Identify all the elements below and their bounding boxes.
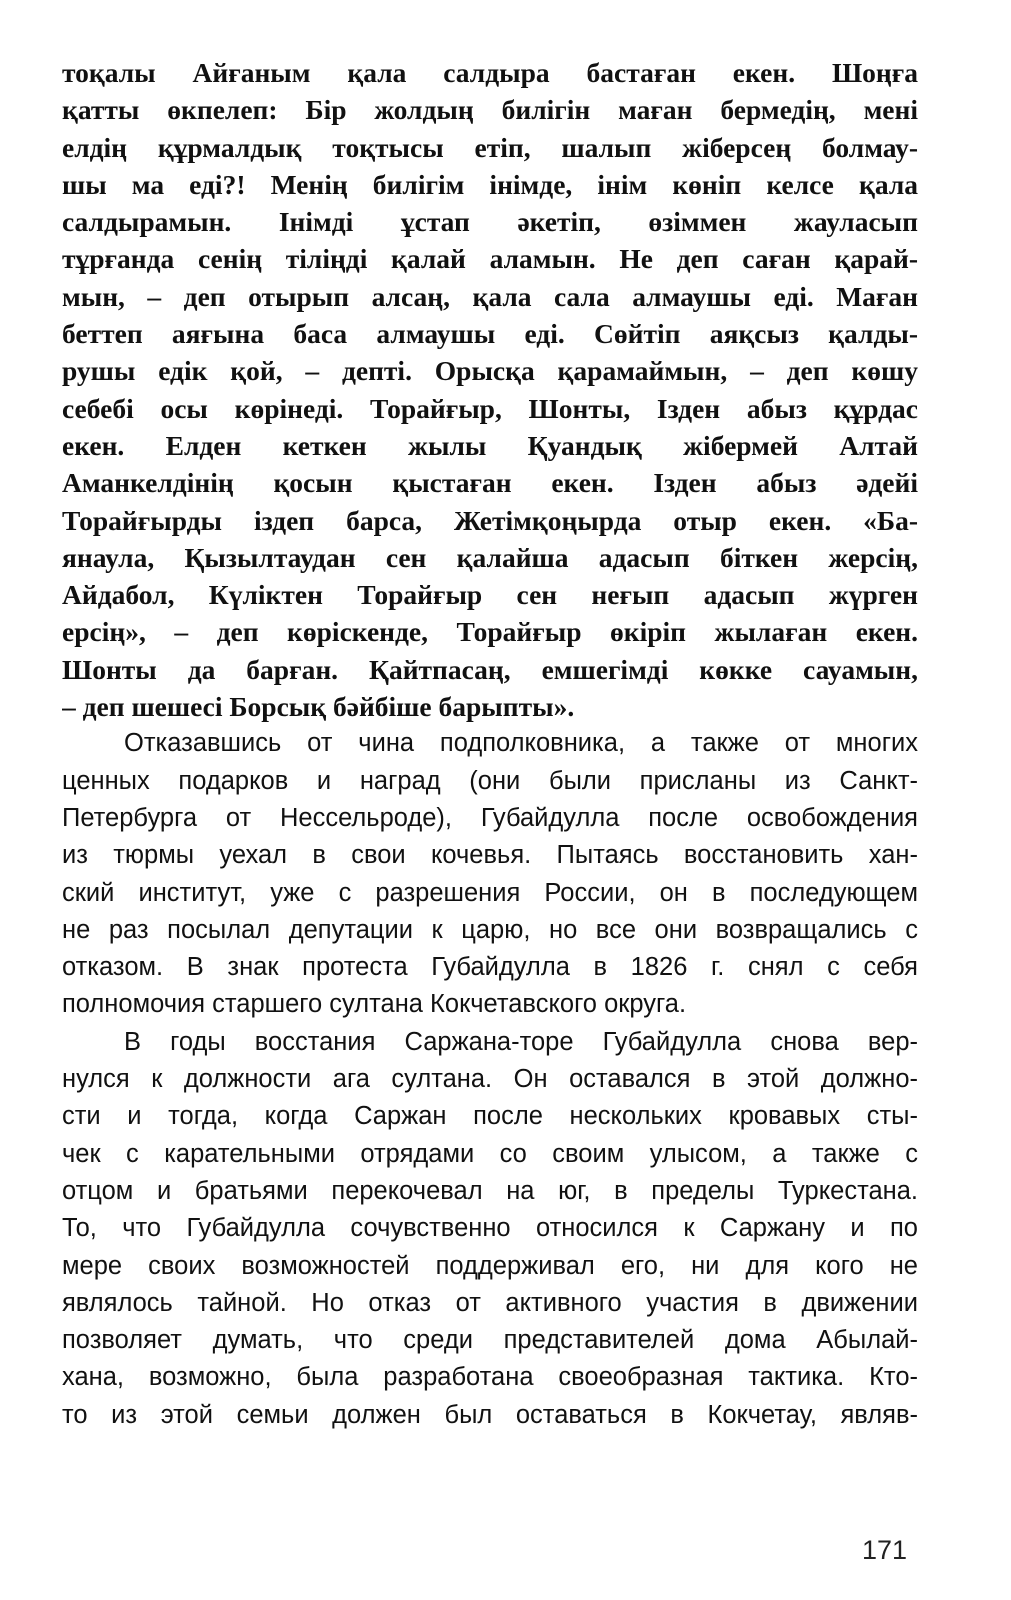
text-line: шы ма еді?! Менің билігім інімде, інім көніп келсе қала (62, 168, 918, 200)
text-line: мере своих возможностей поддерживал его, ни для кого не (62, 1251, 918, 1280)
russian-paragraph-2 (62, 1024, 918, 1434)
text-line: то из этой семьи должен был оставаться в Кокчетау, являв- (62, 1400, 918, 1429)
text-line: мын, – деп отырып алсаң, қала сала алмаушы еді. Маған (62, 280, 918, 312)
text-line: елдің құрмалдық тоқтысы етіп, шалып жіберсең болмау- (62, 131, 918, 163)
kazakh-quote-paragraph (62, 54, 918, 725)
text-line: – деп шешесі Борсық бәйбіше барыпты». (62, 691, 575, 723)
text-line: салдырамын. Інімді ұстап әкетіп, өзіммен жауласып (62, 206, 918, 238)
text-line: қатты өкпелеп: Бір жолдың билігін маған бермедің, мені (62, 94, 918, 126)
text-line: ерсің», – деп көріскенде, Торайғыр өкіріп жылаған екен. (62, 616, 918, 648)
text-line: себебі осы көрінеді. Торайғыр, Шонты, Ізден абыз құрдас (62, 392, 918, 424)
text-line: екен. Елден кеткен жылы Қуандық жібермей Алтай (62, 429, 918, 461)
text-line: Айдабол, Күліктен Торайғыр сен неғып адасып жүрген (62, 579, 918, 611)
text-line: Петербурга от Нессельроде), Губайдулла после освобождения (62, 803, 918, 832)
text-line: Отказавшись от чина подполковника, а также от многих (124, 729, 918, 758)
text-line: тұрғанда сенің тіліңді қалай аламын. Не деп саған қарай- (62, 243, 918, 275)
text-line: Аманкелдінің қосын қыстаған екен. Ізден абыз әдейі (62, 467, 918, 499)
text-line: позволяет думать, что среди представителей дома Абылай- (62, 1326, 918, 1355)
page-number: 171 (862, 1535, 908, 1565)
text-line: беттеп аяғына баса алмаушы еді. Сөйтіп аяқсыз қалды- (62, 318, 918, 350)
text-line: ценных подарков и наград (они были присланы из Санкт- (62, 766, 918, 795)
text-line: не раз посылал депутации к царю, но все они возвращались с (62, 915, 918, 944)
text-line: нулся к должности ага султана. Он оставался в этой должно- (62, 1065, 918, 1094)
text-line: То, что Губайдулла сочувственно относился к Саржану и по (62, 1214, 918, 1243)
text-line: хана, возможно, была разработана своеобразная тактика. Кто- (62, 1363, 918, 1392)
text-line: Шонты да барған. Қайтпасаң, емшегімді көкке сауамын, (62, 653, 918, 685)
text-line: ский институт, уже с разрешения России, он в последующем (62, 878, 918, 907)
russian-paragraph-1 (62, 725, 918, 1023)
text-line: чек с карательными отрядами со своим улысом, а также с (62, 1139, 918, 1168)
text-line: Торайғырды іздеп барса, Жетімқоңырда отыр екен. «Ба- (62, 504, 918, 536)
text-line: отцом и братьями перекочевал на юг, в пределы Туркестана. (62, 1176, 918, 1205)
text-line: В годы восстания Саржана-торе Губайдулла снова вер- (124, 1027, 918, 1056)
text-line: отказом. В знак протеста Губайдулла в 1826 г. снял с себя (62, 953, 918, 982)
text-line: сти и тогда, когда Саржан после нескольких кровавых сты- (62, 1102, 918, 1131)
text-line: рушы едік қой, – депті. Орысқа қарамаймын, – деп көшу (62, 355, 918, 387)
page-body (62, 54, 918, 1434)
text-line: являлось тайной. Но отказ от активного участия в движении (62, 1288, 918, 1317)
text-line: тоқалы Айғаным қала салдыра бастаған екен. Шоңға (62, 57, 918, 88)
text-line: янаула, Қызылтаудан сен қалайша адасып біткен жерсің, (62, 541, 918, 573)
text-line: полномочия старшего султана Кокчетавского округа. (62, 990, 687, 1019)
text-line: из тюрмы уехал в свои кочевья. Пытаясь восстановить хан- (62, 841, 918, 870)
